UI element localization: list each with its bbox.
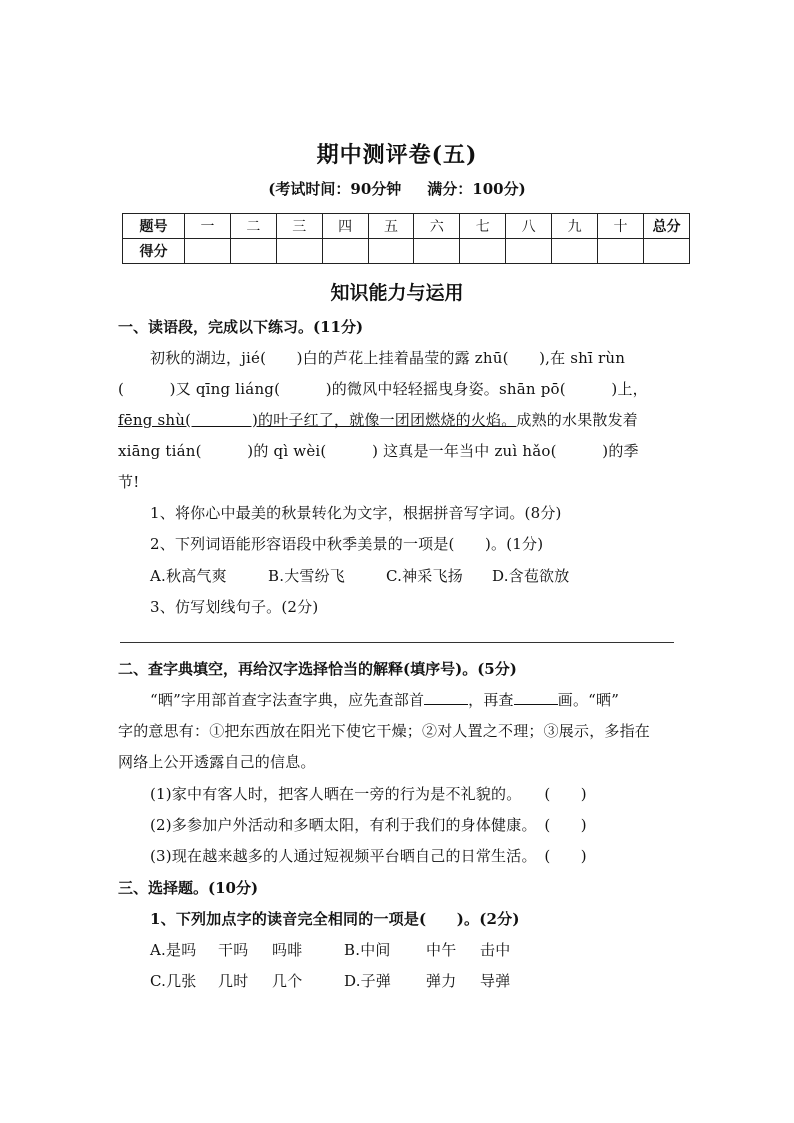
score-col-2: 二 xyxy=(230,214,276,239)
score-cell[interactable] xyxy=(644,239,690,264)
score-table-header-label: 题号 xyxy=(123,214,185,239)
score-col-4: 四 xyxy=(322,214,368,239)
exam-title: 期中测评卷(五) xyxy=(316,142,478,168)
q3-sub-1: 1、下列加点字的读音完全相同的一项是( )。(2分) xyxy=(150,910,520,928)
score-col-3: 三 xyxy=(276,214,322,239)
q3-option-a[interactable]: A.是吗 xyxy=(150,941,197,959)
score-col-10: 十 xyxy=(598,214,644,239)
q3-word: 导弹 xyxy=(480,972,511,990)
q3-options-row-2 xyxy=(150,970,510,991)
option-b[interactable]: B.大雪纷飞 xyxy=(268,567,345,585)
q3-word: 几时 xyxy=(218,972,249,990)
option-d[interactable]: D.含苞欲放 xyxy=(492,567,570,585)
q1-sub-1: 1、将你心中最美的秋景转化为文字，根据拼音写字词。(8分) xyxy=(150,504,562,522)
score-cell[interactable] xyxy=(322,239,368,264)
score-cell[interactable] xyxy=(552,239,598,264)
q3-word: 吗啡 xyxy=(272,941,303,959)
option-a[interactable]: A.秋高气爽 xyxy=(150,567,227,585)
q1-passage-line-4: xiāng tián( )的 qì wèi( ) 这真是一年当中 zuì hǎo( )的季 xyxy=(118,442,639,460)
score-cell[interactable] xyxy=(460,239,506,264)
score-cell[interactable] xyxy=(598,239,644,264)
score-cell[interactable] xyxy=(506,239,552,264)
q2-heading: 二、查字典填空，再给汉字选择恰当的解释(填序号)。(5分) xyxy=(118,660,517,678)
q2-line-1-part-a: “晒”字用部首查字法查字典，应先查部首 xyxy=(150,691,425,709)
exam-subtitle xyxy=(0,178,794,199)
score-cell[interactable] xyxy=(185,239,231,264)
q1-sub-2: 2、下列词语能形容语段中秋季美景的一项是( )。(1分) xyxy=(150,535,544,553)
q1-passage-line-1: 初秋的湖边，jié( )白的芦花上挂着晶莹的露 zhū( ),在 shī rùn xyxy=(150,349,626,367)
score-col-6: 六 xyxy=(414,214,460,239)
q2-item-3: (3)现在越来越多的人通过短视频平台晒自己的日常生活。 ( ) xyxy=(150,847,587,865)
score-col-5: 五 xyxy=(368,214,414,239)
score-table xyxy=(122,213,690,264)
q3-word: 中午 xyxy=(426,941,457,959)
q2-line-2: 字的意思有：①把东西放在阳光下使它干燥；②对人置之不理；③展示，多指在 xyxy=(118,722,651,740)
q2-line-3: 网络上公开透露自己的信息。 xyxy=(118,753,316,771)
underlined-sentence-start: f xyxy=(118,411,124,429)
score-cell[interactable] xyxy=(368,239,414,264)
score-table-header-row xyxy=(123,214,690,239)
q2-item-1: (1)家中有客人时，把客人晒在一旁的行为是不礼貌的。 ( ) xyxy=(150,785,587,803)
full-score: 满分：100分) xyxy=(427,180,526,198)
score-col-8: 八 xyxy=(506,214,552,239)
q1-sub-3: 3、仿写划线句子。(2分) xyxy=(150,598,319,616)
q1-passage-line-3 xyxy=(118,409,638,430)
score-col-7: 七 xyxy=(460,214,506,239)
score-cell[interactable] xyxy=(230,239,276,264)
q2-item-2: (2)多参加户外活动和多晒太阳，有利于我们的身体健康。 ( ) xyxy=(150,816,587,834)
score-cell[interactable] xyxy=(414,239,460,264)
q2-line-1-part-c: 画。“晒” xyxy=(557,691,620,709)
q3-option-d[interactable]: D.子弹 xyxy=(344,972,392,990)
score-table-score-row xyxy=(123,239,690,264)
q1-passage-line-2: ( )又 qīng liáng( )的微风中轻轻摇曳身姿。shān pō( )上， xyxy=(118,380,648,398)
stroke-count-blank[interactable] xyxy=(514,690,558,705)
score-col-1: 一 xyxy=(185,214,231,239)
q3-word: 弹力 xyxy=(426,972,457,990)
option-c[interactable]: C.神采飞扬 xyxy=(386,567,463,585)
q3-heading: 三、选择题。(10分) xyxy=(118,879,259,897)
q2-line-1 xyxy=(150,689,619,710)
q1-passage-line-5: 节! xyxy=(118,473,140,491)
score-cell[interactable] xyxy=(276,239,322,264)
q2-line-1-part-b: ，再查 xyxy=(468,691,514,709)
q3-options-row-1 xyxy=(150,939,510,960)
q3-word: 击中 xyxy=(480,941,511,959)
score-col-9: 九 xyxy=(552,214,598,239)
passage-line-3-rest: 成熟的水果散发着 xyxy=(516,411,639,429)
score-row-label: 得分 xyxy=(123,239,185,264)
radical-blank[interactable] xyxy=(424,690,468,705)
answer-line[interactable] xyxy=(120,642,674,643)
q3-word: 干吗 xyxy=(218,941,249,959)
q3-word: 几个 xyxy=(272,972,303,990)
underlined-sentence: ēng shù( )的叶子红了，就像一团团燃烧的火焰。 xyxy=(123,411,517,429)
section-title: 知识能力与运用 xyxy=(330,282,464,304)
exam-time: (考试时间：90分钟 xyxy=(268,180,402,198)
score-col-total: 总分 xyxy=(644,214,690,239)
q1-options xyxy=(150,565,569,586)
q3-option-c[interactable]: C.几张 xyxy=(150,972,197,990)
q3-option-b[interactable]: B.中间 xyxy=(344,941,391,959)
q1-heading: 一、读语段，完成以下练习。(11分) xyxy=(118,318,364,336)
